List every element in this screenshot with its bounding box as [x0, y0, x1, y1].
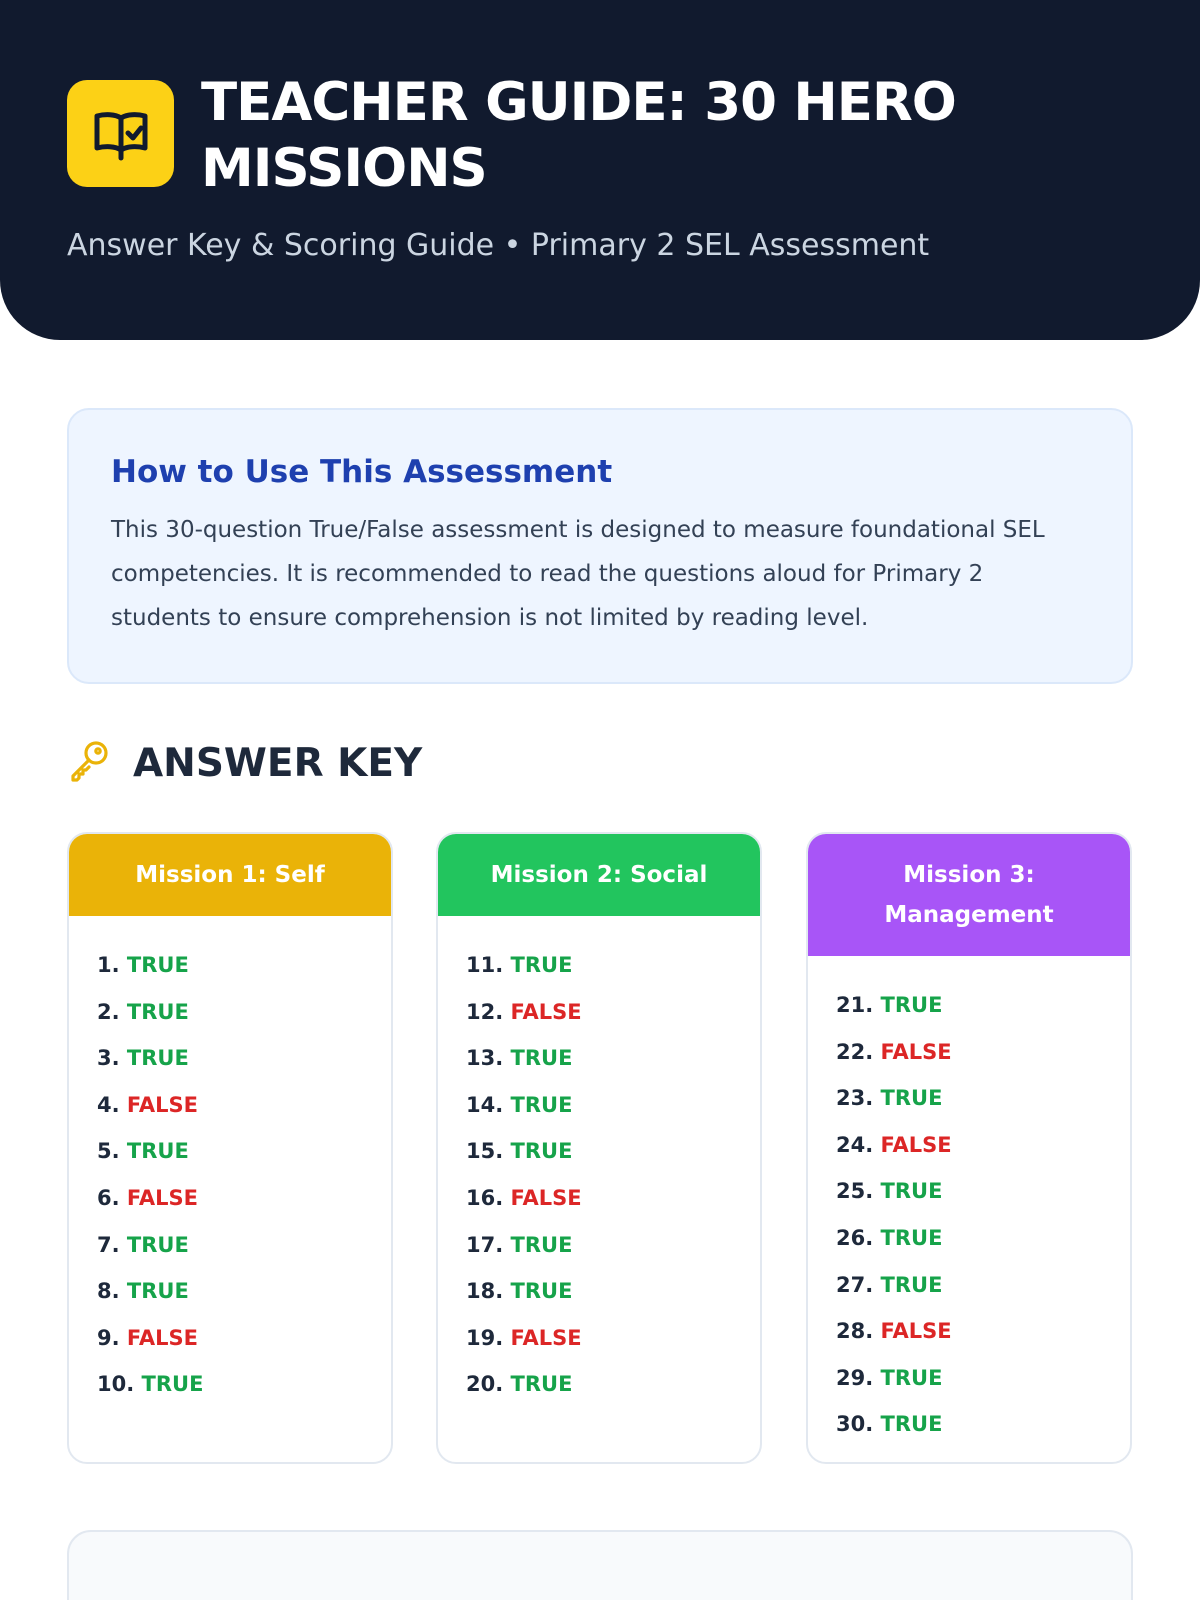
answer-value: TRUE — [126, 953, 189, 977]
question-number: 24. — [836, 1132, 874, 1157]
answer-item — [466, 989, 760, 1036]
answer-item — [466, 1315, 760, 1362]
question-number: 13. — [466, 1046, 504, 1071]
answer-value: TRUE — [880, 1365, 943, 1390]
answer-item — [836, 1029, 1130, 1076]
answer-item — [836, 1308, 1130, 1355]
answer-value: TRUE — [510, 1139, 573, 1164]
answer-item — [466, 1128, 760, 1175]
question-number: 1. — [97, 953, 120, 977]
answer-value: TRUE — [126, 1139, 189, 1164]
answer-item — [97, 1315, 391, 1362]
answer-value: TRUE — [126, 1046, 189, 1071]
question-number: 4. — [97, 1092, 120, 1117]
answer-item — [97, 1268, 391, 1315]
how-to-use-panel — [67, 408, 1133, 684]
question-number: 21. — [836, 993, 874, 1017]
mission-card-1 — [67, 832, 393, 1464]
how-to-use-text: This 30-question True/False assessment is designed to measure foundational SEL competencies. It is recommended to read the questions aloud for Primary 2 students to ensure comprehension is not limited by reading level. — [111, 517, 1045, 631]
answer-item — [97, 989, 391, 1036]
question-number: 27. — [836, 1272, 874, 1297]
answer-value: TRUE — [510, 1092, 573, 1117]
question-number: 5. — [97, 1139, 120, 1164]
answer-item — [97, 1222, 391, 1269]
question-number: 25. — [836, 1179, 874, 1204]
answer-value: TRUE — [880, 1225, 943, 1250]
book-check-icon — [67, 80, 174, 187]
question-number: 20. — [466, 1372, 504, 1397]
question-number: 6. — [97, 1185, 120, 1210]
question-number: 19. — [466, 1325, 504, 1350]
answer-value: TRUE — [510, 1232, 573, 1257]
answer-value: TRUE — [880, 1086, 943, 1111]
answer-item — [836, 1122, 1130, 1169]
header — [0, 0, 1200, 340]
question-number: 26. — [836, 1225, 874, 1250]
question-number: 8. — [97, 1279, 120, 1304]
answer-list — [438, 916, 760, 1408]
answer-value: TRUE — [880, 993, 943, 1017]
question-number: 30. — [836, 1412, 874, 1437]
question-number: 10. — [97, 1372, 135, 1397]
answer-key-title: ANSWER KEY — [133, 740, 423, 786]
answer-item — [97, 1128, 391, 1175]
answer-value: FALSE — [880, 1039, 952, 1064]
answer-value: FALSE — [126, 1325, 198, 1350]
answer-item — [836, 1075, 1130, 1122]
answer-item — [836, 1215, 1130, 1262]
mission-card-title: Mission 3: Management — [808, 834, 1130, 956]
question-number: 28. — [836, 1319, 874, 1344]
page-title: TEACHER GUIDE: 30 HERO MISSIONS — [201, 72, 956, 199]
answer-list — [808, 956, 1130, 1448]
answer-value: TRUE — [510, 1046, 573, 1071]
answer-item — [97, 1175, 391, 1222]
answer-value: TRUE — [126, 999, 189, 1024]
answer-item — [836, 1401, 1130, 1448]
question-number: 9. — [97, 1325, 120, 1350]
answer-key-heading — [67, 738, 422, 788]
answer-value: FALSE — [880, 1319, 952, 1344]
answer-value: FALSE — [510, 1325, 582, 1350]
answer-item — [836, 1262, 1130, 1309]
answer-value: FALSE — [126, 1185, 198, 1210]
question-number: 3. — [97, 1046, 120, 1071]
answer-list — [69, 916, 391, 1408]
question-number: 29. — [836, 1365, 874, 1390]
question-number: 23. — [836, 1086, 874, 1111]
answer-item — [836, 982, 1130, 1029]
next-section-card — [67, 1530, 1133, 1600]
mission-card-title: Mission 2: Social — [438, 834, 760, 916]
answer-item — [836, 1168, 1130, 1215]
question-number: 17. — [466, 1232, 504, 1257]
key-icon — [67, 738, 113, 788]
mission-card-title: Mission 1: Self — [69, 834, 391, 916]
answer-item — [97, 1082, 391, 1129]
answer-value: TRUE — [141, 1372, 204, 1397]
answer-item — [466, 1361, 760, 1408]
mission-card-2 — [436, 832, 762, 1464]
answer-item — [97, 942, 391, 989]
answer-value: FALSE — [126, 1092, 198, 1117]
question-number: 18. — [466, 1279, 504, 1304]
how-to-use-title: How to Use This Assessment — [111, 454, 613, 490]
answer-item — [836, 1355, 1130, 1402]
answer-value: TRUE — [510, 1279, 573, 1304]
answer-value: TRUE — [880, 1412, 943, 1437]
answer-value: TRUE — [880, 1272, 943, 1297]
answer-value: TRUE — [510, 953, 573, 977]
question-number: 22. — [836, 1039, 874, 1064]
question-number: 15. — [466, 1139, 504, 1164]
answer-item — [97, 1035, 391, 1082]
answer-item — [466, 1035, 760, 1082]
answer-item — [97, 1361, 391, 1408]
answer-value: TRUE — [126, 1232, 189, 1257]
answer-value: FALSE — [510, 1185, 582, 1210]
answer-item — [466, 1268, 760, 1315]
question-number: 14. — [466, 1092, 504, 1117]
answer-value: FALSE — [510, 999, 582, 1024]
answer-value: TRUE — [880, 1179, 943, 1204]
answer-item — [466, 1175, 760, 1222]
answer-item — [466, 942, 760, 989]
question-number: 12. — [466, 999, 504, 1024]
question-number: 11. — [466, 953, 504, 977]
answer-value: TRUE — [510, 1372, 573, 1397]
page-subtitle: Answer Key & Scoring Guide • Primary 2 SEL Assessment — [67, 228, 930, 263]
answer-value: TRUE — [126, 1279, 189, 1304]
answer-item — [466, 1082, 760, 1129]
question-number: 2. — [97, 999, 120, 1024]
question-number: 16. — [466, 1185, 504, 1210]
question-number: 7. — [97, 1232, 120, 1257]
answer-value: FALSE — [880, 1132, 952, 1157]
mission-card-3 — [806, 832, 1132, 1464]
answer-item — [466, 1222, 760, 1269]
